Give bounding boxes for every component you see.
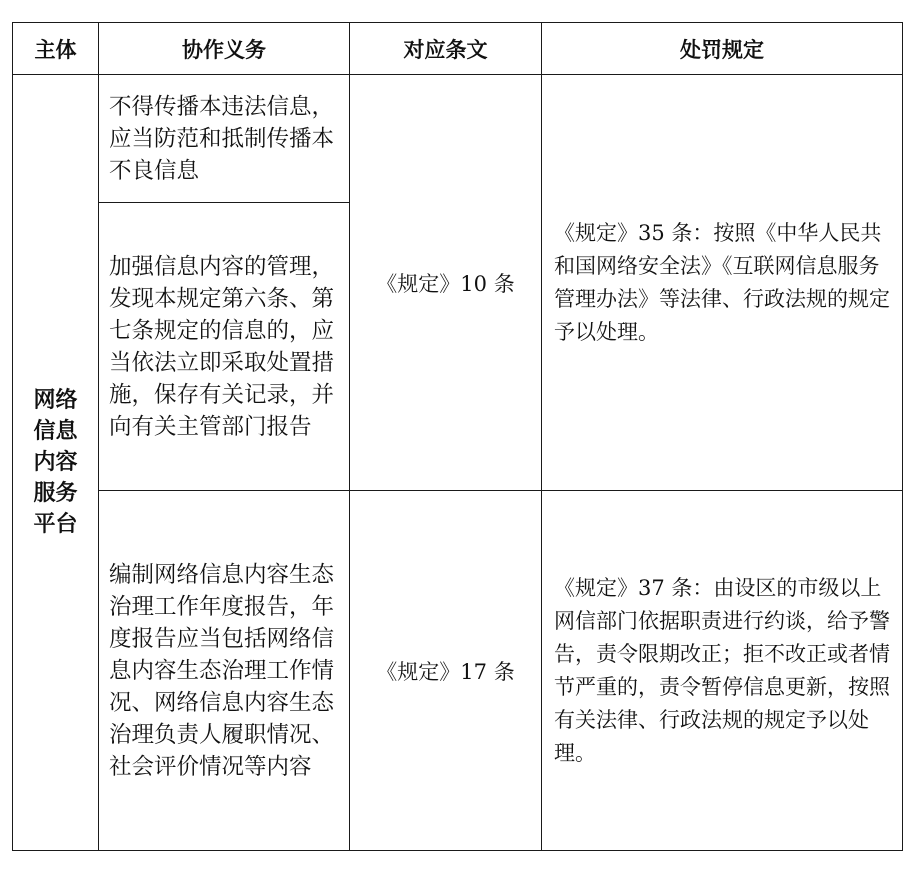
duty-cell: 不得传播本违法信息，应当防范和抵制传播本不良信息 bbox=[99, 75, 350, 203]
duty-cell: 编制网络信息内容生态治理工作年度报告，年度报告应当包括网络信息内容生态治理工作情况、网络信息内容生态治理负责人履职情况、社会评价情况等内容 bbox=[99, 491, 350, 851]
header-row bbox=[13, 23, 903, 75]
header-duty: 协作义务 bbox=[99, 23, 350, 75]
header-article: 对应条文 bbox=[350, 23, 542, 75]
article-cell: 《规定》10 条 bbox=[350, 75, 542, 491]
obligations-table bbox=[12, 22, 903, 851]
subject-text: 网络信息内容服务平台 bbox=[33, 388, 78, 537]
penalty-cell: 《规定》37 条：由设区的市级以上网信部门依据职责进行约谈，给予警告，责令限期改正；拒不改正或者情节严重的，责令暂停信息更新，按照有关法律、行政法规的规定予以处理。 bbox=[542, 491, 903, 851]
table-row bbox=[13, 75, 903, 203]
article-cell: 《规定》17 条 bbox=[350, 491, 542, 851]
penalty-cell: 《规定》35 条：按照《中华人民共和国网络安全法》《互联网信息服务管理办法》等法律、行政法规的规定予以处理。 bbox=[542, 75, 903, 491]
subject-cell bbox=[13, 75, 99, 851]
header-subject: 主体 bbox=[13, 23, 99, 75]
duty-cell: 加强信息内容的管理，发现本规定第六条、第七条规定的信息的，应当依法立即采取处置措施，保存有关记录，并向有关主管部门报告 bbox=[99, 203, 350, 491]
header-penalty: 处罚规定 bbox=[542, 23, 903, 75]
table-row bbox=[13, 491, 903, 851]
